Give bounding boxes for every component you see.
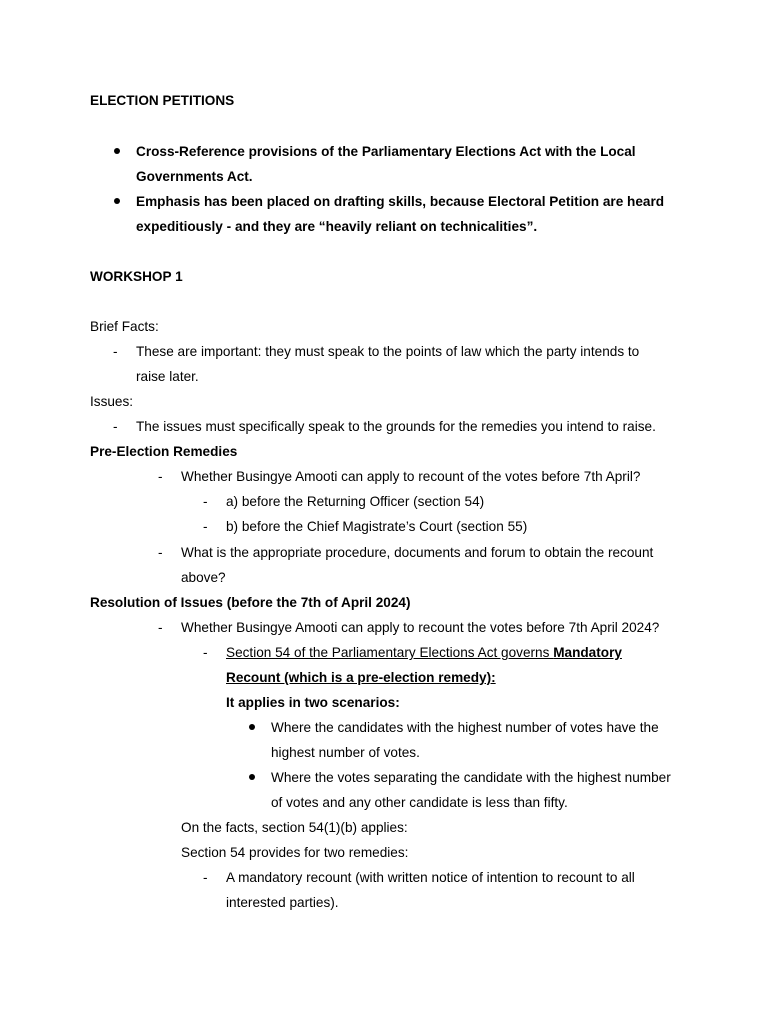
pre-election-heading: Pre-Election Remedies (90, 444, 238, 459)
dash-marker: - (203, 494, 208, 509)
pre-election-question-2-line-2: above? (181, 570, 226, 585)
intro-bullet-1-line-1: Cross-Reference provisions of the Parliamentary Elections Act with the Local (136, 144, 636, 159)
document-title: ELECTION PETITIONS (90, 93, 235, 108)
resolution-question-1: Whether Busingye Amooti can apply to recount the votes before 7th April 2024? (181, 620, 660, 635)
issues-item: The issues must specifically speak to the grounds for the remedies you intend to raise. (136, 419, 656, 434)
intro-bullet-1-line-2: Governments Act. (136, 169, 253, 184)
section-54-text: Section 54 of the Parliamentary Elections Act governs (226, 645, 554, 660)
workshop-heading: WORKSHOP 1 (90, 269, 183, 284)
resolution-heading: Resolution of Issues (before the 7th of April 2024) (90, 595, 411, 610)
scenario-2-line-1: Where the votes separating the candidate with the highest number (271, 770, 671, 785)
dash-marker: - (158, 469, 163, 484)
dash-marker: - (203, 645, 208, 660)
pre-election-question-1: Whether Busingye Amooti can apply to recount of the votes before 7th April? (181, 469, 641, 484)
remedy-item-line-2: interested parties). (226, 895, 339, 910)
dash-marker: - (203, 870, 208, 885)
pre-election-question-1-b: b) before the Chief Magistrate’s Court (section 55) (226, 519, 528, 534)
remedy-item-line-1: A mandatory recount (with written notice of intention to recount to all (226, 870, 635, 885)
issues-label: Issues: (90, 394, 134, 409)
scenarios-heading: It applies in two scenarios: (226, 695, 400, 710)
facts-line: On the facts, section 54(1)(b) applies: (181, 820, 408, 835)
dash-marker: - (158, 620, 163, 635)
dash-marker: - (113, 419, 118, 434)
brief-facts-label: Brief Facts: (90, 319, 159, 334)
bullet-dot-icon (114, 198, 120, 204)
section-54-line-2: Recount (which is a pre-election remedy): (226, 670, 496, 685)
section-54-line-1 (226, 640, 622, 665)
scenario-2-line-2: of votes and any other candidate is less than fifty. (271, 795, 568, 810)
pre-election-question-2-line-1: What is the appropriate procedure, documents and forum to obtain the recount (181, 545, 654, 560)
dash-marker: - (113, 344, 118, 359)
bullet-dot-icon (249, 724, 255, 730)
pre-election-question-1-a: a) before the Returning Officer (section 54) (226, 494, 485, 509)
remedies-line: Section 54 provides for two remedies: (181, 845, 409, 860)
scenario-1-line-2: highest number of votes. (271, 745, 420, 760)
dash-marker: - (158, 545, 163, 560)
brief-facts-item-line-2: raise later. (136, 369, 199, 384)
brief-facts-item-line-1: These are important: they must speak to the points of law which the party intends to (136, 344, 640, 359)
scenario-1-line-1: Where the candidates with the highest number of votes have the (271, 720, 659, 735)
bullet-dot-icon (249, 774, 255, 780)
section-54-mandatory: Mandatory (553, 645, 622, 660)
intro-bullet-2-line-1: Emphasis has been placed on drafting skills, because Electoral Petition are heard (136, 194, 665, 209)
intro-bullet-2-line-2: expeditiously - and they are “heavily reliant on technicalities”. (136, 219, 538, 234)
bullet-dot-icon (114, 148, 120, 154)
dash-marker: - (203, 519, 208, 534)
